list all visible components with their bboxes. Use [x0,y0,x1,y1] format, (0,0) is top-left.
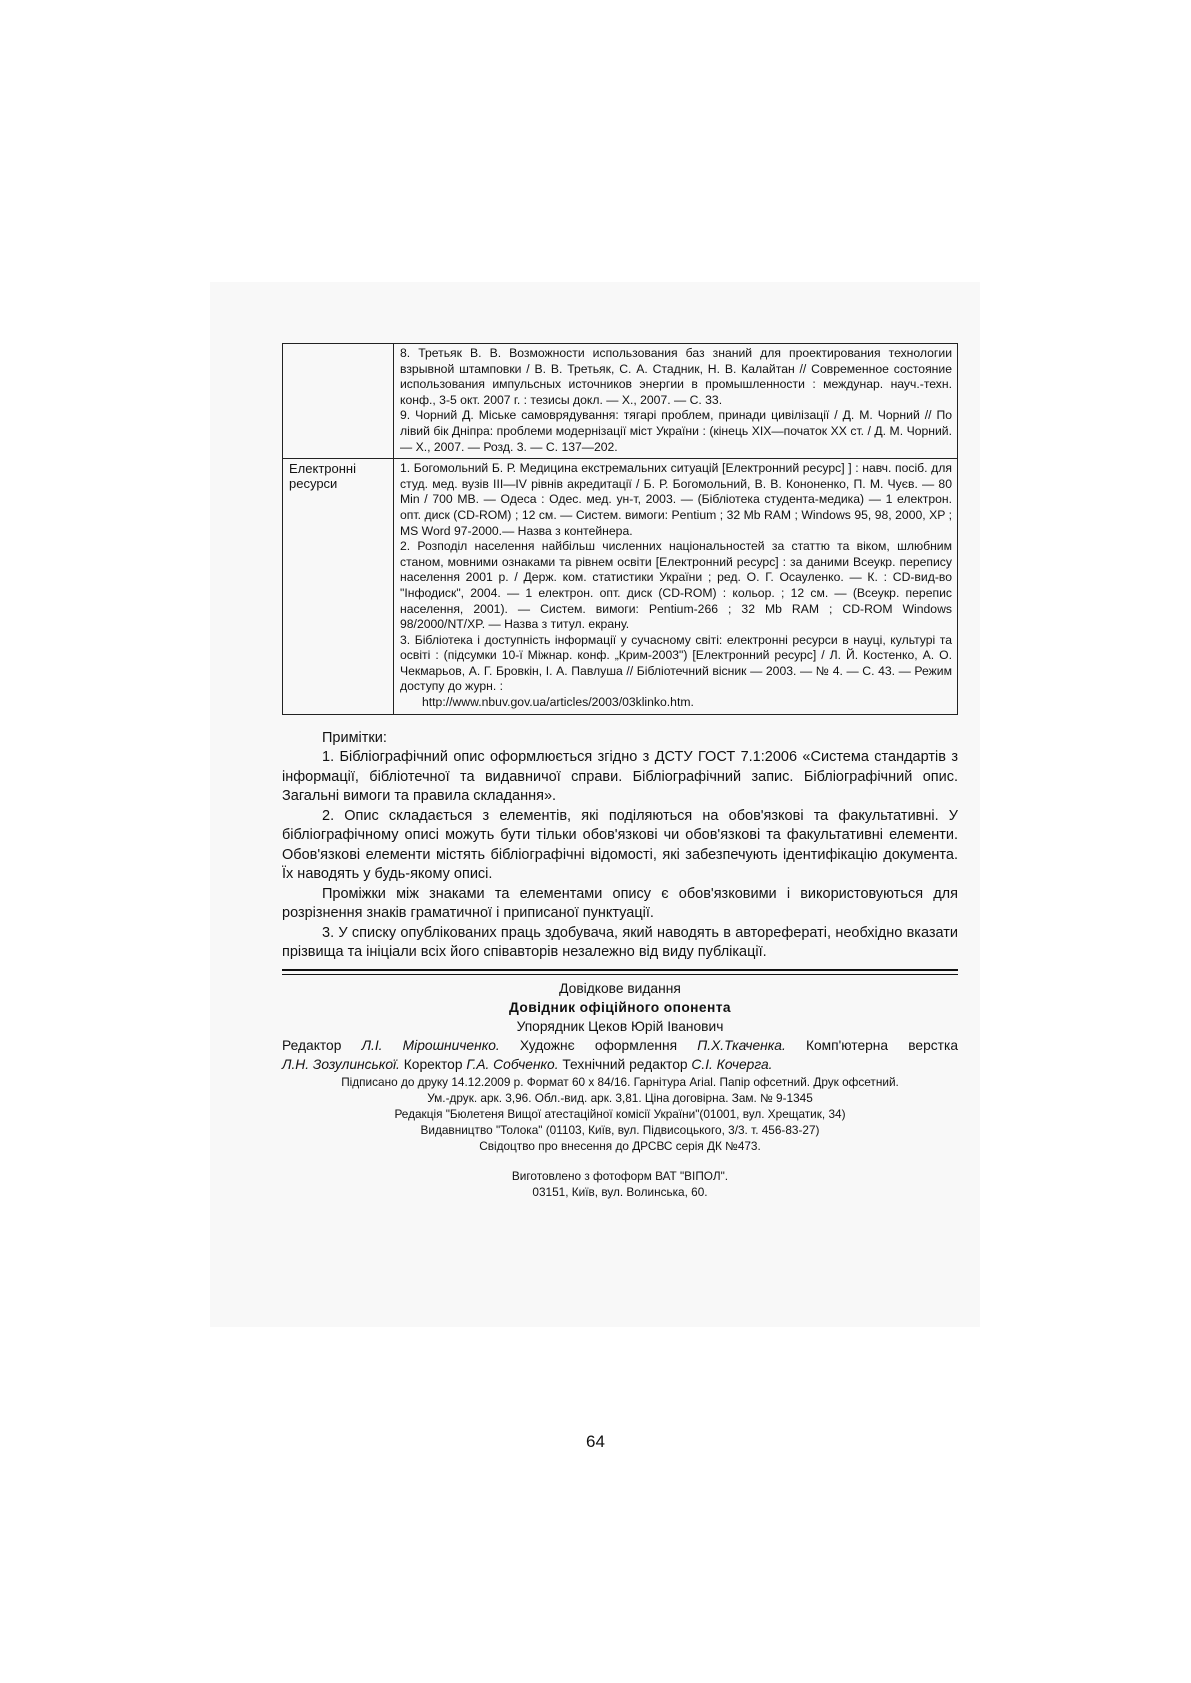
printer-line-1: Виготовлено з фотоформ ВАТ "ВІПОЛ". [511,1168,729,1183]
design-name: П.Х.Ткаченка. [697,1037,786,1053]
edition-type: Довідкове видання [559,980,681,996]
bibliography-entry: 1. Богомольний Б. Р. Медицина екстремальних ситуацій [Електронний ресурс] ] : навч. посіб. для студ. мед. вузів III—IV рівнів акредитації / Б. Р. Богомольний, В. В. Кононенко, П. М. Чуєв. — 80 Min / 700 MB. — Одеса : Одес. мед. ун-т, 2003. — (Бібліотека студента-медика) — 1 електрон. опт. диск (CD-ROM) ; 12 см. — Систем. вимоги: Pentium ; 32 Mb RAM ; Windows 95, 98, 2000, XP ; MS Word 97-2000.— Назва з контейнера. [400,461,952,538]
corrector-name: Г.А. Собченко. [466,1056,559,1072]
bibliography-entry: 8. Третьяк В. В. Возможности использования баз знаний для проектирования технологии взрывной штамповки / В. В. Третьяк, С. А. Стадник, Н. В. Калайтан // Современное состояние использования импульсных источников энергии в промышленности : междунар. науч.-техн. конф., 3-5 окт. 2007 г. : тезисы докл. — Х., 2007. — С. 33. [400,346,952,407]
note-paragraph: 2. Опис складається з елементів, які поділяються на обов'язкові та факультативні. У бібліографічному описі можуть бути тільки обов'язкові чи обов'язкові та факультативні елементи. Обов'язкові елементи містять бібліографічні відомості, які забезпечують ідентифікацію документа. Їх наводять у будь-якому описі. [282,807,958,883]
print-details-5: Свідоцтво про внесення до ДРСВС серія ДК №473. [479,1138,761,1153]
note-paragraph: 3. У списку опублікованих праць здобувача, який наводять в авторефераті, необхідно вказати прізвища та ініціали всіх його співавторів незалежно від виду публікації. [282,924,958,961]
page-content [282,343,958,1200]
section-divider [282,969,958,975]
print-details-2: Ум.-друк. арк. 3,96. Обл.-вид. арк. 3,81. Ціна договірна. Зам. № 9-1345 [427,1090,813,1105]
imprint-section [282,979,958,1200]
entries-cell [394,459,958,715]
bibliography-entry: 2. Розподіл населення найбільш численних національностей за статтю та віком, шлюбним станом, мовними ознаками та рівнем освіти [Електронний ресурс] : за даними Всеукр. перепису населення 2001 р. / Держ. ком. статистики України ; ред. О. Г. Осауленко. — К. : CD-вид-во "Інфодиск", 2004. — 1 електрон. опт. диск (CD-ROM) : кольор. ; 12 см. — (Всеукр. перепис населення, 2001). — Систем. вимоги: Pentium-266 ; 32 Mb RAM ; CD-ROM Windows 98/2000/NT/XP. — Назва з титул. екрану. [400,539,952,632]
bibliography-entry: 9. Чорний Д. Міське самоврядування: тягарі проблем, принади цивілізації / Д. М. Чорний // По лівий бік Дніпра: проблеми модернізації міст України : (кінець XIX—початок XX ст. / Д. М. Чорний. — Х., 2007. — Розд. 3. — С. 137—202. [400,408,952,454]
tech-editor-label: Технічний редактор [562,1056,688,1072]
editor-name: Л.І. Мірошниченко. [361,1037,500,1053]
tech-editor-name: С.І. Кочерга. [691,1056,773,1072]
book-title: Довідник офіційного опонента [509,999,731,1015]
table-row [283,459,958,715]
bibliography-entry: 3. Бібліотека і доступність інформації у сучасному світі: електронні ресурси в науці, культурі та освіті : (підсумки 10-ї Міжнар. конф. „Крим-2003") [Електронний ресурс] / Л. Й. Костенко, А. О. Чекмарьов, А. Г. Бровкін, І. А. Павлуша // Бібліотечний вісник — 2003. — № 4. — С. 43. — Режим доступу до журн. : [400,632,952,694]
entries-cell [394,344,958,459]
compiler-line: Упорядник Цеков Юрій Іванович [516,1018,724,1034]
design-label: Художнє оформлення [519,1037,678,1053]
credits-line-1 [282,1036,958,1055]
credits-line-2 [282,1055,958,1074]
page-number: 64 [586,1432,605,1451]
note-paragraph: Проміжки між знаками та елементами опису є обов'язковими і використовуються для розрізнення знаків граматичної і приписаної пунктуації. [282,885,958,922]
category-cell: Електронні ресурси [283,459,394,715]
table-row [283,344,958,459]
print-details-1: Підписано до друку 14.12.2009 р. Формат 60 x 84/16. Гарнітура Arial. Папір офсетний. Друк офсетний. [341,1074,899,1089]
bibliography-table [282,343,958,715]
layout-name: Л.Н. Зозулинської. [282,1056,400,1072]
editor-label: Редактор [282,1037,342,1053]
printer-line-2: 03151, Київ, вул. Волинська, 60. [532,1184,708,1199]
print-details-3: Редакція "Бюлетеня Вищої атестаційної комісії України"(01001, вул. Хрещатик, 34) [394,1106,846,1121]
bibliography-url: http://www.nbuv.gov.ua/articles/2003/03klinko.htm. [422,695,694,710]
notes-heading: Примітки: [322,729,387,746]
notes-section [282,729,958,963]
note-paragraph: 1. Бібліографічний опис оформлюється згідно з ДСТУ ГОСТ 7.1:2006 «Система стандартів з інформації, бібліотечної та видавничої справи. Бібліографічний запис. Бібліографічний опис. Загальні вимоги та правила складання». [282,749,958,805]
corrector-label: Коректор [403,1056,463,1072]
category-cell [283,344,394,459]
layout-label: Комп'ютерна верстка [805,1037,958,1053]
print-details-4: Видавництво "Толока" (01103, Київ, вул. Підвисоцького, 3/3. т. 456-83-27) [420,1122,820,1137]
